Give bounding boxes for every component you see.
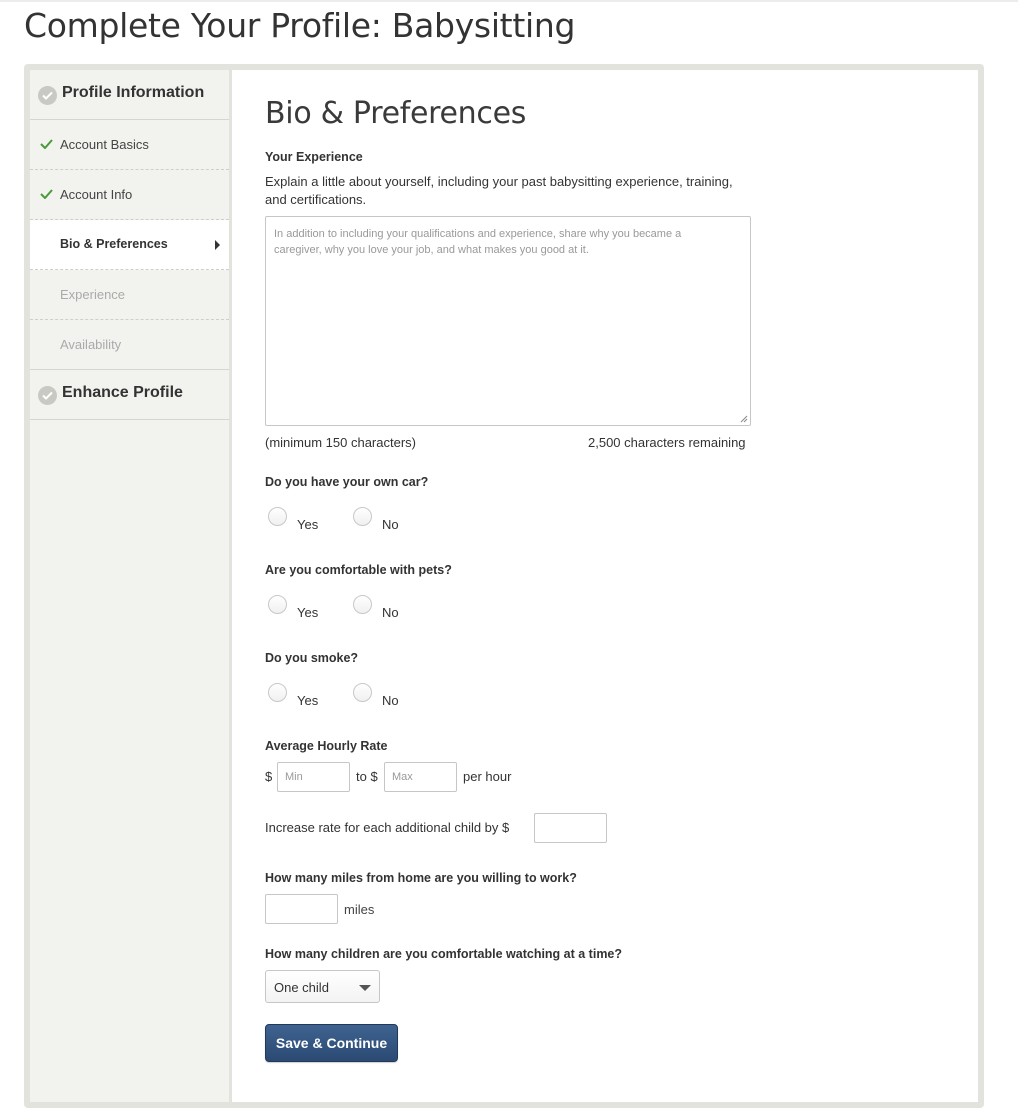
- experience-placeholder: In addition to including your qualifications and experience, share why you became a caregiver, why you love your job, and what makes you good at it.: [274, 228, 682, 256]
- car-no-radio[interactable]: [353, 507, 372, 526]
- minimum-characters-note: (minimum 150 characters): [265, 435, 416, 450]
- chevron-down-icon: [359, 985, 371, 991]
- pets-yes-radio[interactable]: [268, 595, 287, 614]
- sidebar-section-profile-information: [30, 70, 229, 120]
- additional-child-rate-label: Increase rate for each additional child by $: [265, 820, 510, 835]
- smoke-yes-label[interactable]: Yes: [297, 693, 319, 708]
- max-rate-placeholder: Max: [392, 771, 413, 783]
- car-no-label[interactable]: No: [382, 517, 399, 532]
- top-divider: [0, 0, 1018, 2]
- miles-input[interactable]: [265, 894, 338, 924]
- experience-label: Your Experience: [265, 150, 363, 164]
- max-rate-input[interactable]: [384, 762, 457, 792]
- sidebar-item-availability: [30, 320, 229, 370]
- children-count-value: One child: [274, 980, 329, 995]
- sidebar-item-bio-preferences[interactable]: [30, 220, 229, 270]
- main-form: [232, 70, 978, 1102]
- experience-textarea[interactable]: [265, 216, 751, 426]
- check-circle-icon: [38, 86, 57, 105]
- smoke-yes-radio[interactable]: [268, 683, 287, 702]
- experience-help-text: Explain a little about yourself, including your past babysitting experience, training, and certifications.: [265, 174, 733, 207]
- pets-no-label[interactable]: No: [382, 605, 399, 620]
- dollar-sign: $: [265, 769, 273, 784]
- sidebar-item-account-basics[interactable]: [30, 120, 229, 170]
- sidebar-item-label: Account Info: [60, 187, 133, 202]
- car-question: Do you have your own car?: [265, 475, 429, 489]
- sidebar: [30, 70, 229, 1102]
- page-title: Complete Your Profile: Babysitting: [24, 6, 576, 45]
- caret-right-icon: [215, 240, 220, 250]
- sidebar-item-label: Bio & Preferences: [60, 237, 168, 251]
- additional-child-rate-input[interactable]: [534, 813, 607, 843]
- sidebar-section-enhance-profile: [30, 370, 229, 420]
- pets-question: Are you comfortable with pets?: [265, 563, 452, 577]
- sidebar-item-label: Availability: [60, 337, 122, 352]
- smoke-question: Do you smoke?: [265, 651, 359, 665]
- section-title: Bio & Preferences: [265, 96, 527, 131]
- resize-grip-icon[interactable]: [740, 415, 748, 423]
- min-rate-input[interactable]: [277, 762, 350, 792]
- miles-question: How many miles from home are you willing to work?: [265, 871, 577, 885]
- sidebar-item-account-info[interactable]: [30, 170, 229, 220]
- check-circle-icon: [38, 386, 57, 405]
- characters-remaining: 2,500 characters remaining: [588, 435, 746, 450]
- sidebar-item-label: Experience: [60, 287, 126, 302]
- checkmark-icon: [40, 189, 53, 199]
- smoke-no-radio[interactable]: [353, 683, 372, 702]
- to-dollar-label: to $: [356, 769, 378, 784]
- pets-no-radio[interactable]: [353, 595, 372, 614]
- checkmark-icon: [40, 139, 53, 149]
- sidebar-section-label: Profile Information: [62, 84, 205, 101]
- smoke-no-label[interactable]: No: [382, 693, 399, 708]
- per-hour-label: per hour: [463, 769, 512, 784]
- sidebar-item-experience: [30, 270, 229, 320]
- miles-unit: miles: [344, 902, 375, 917]
- min-rate-placeholder: Min: [285, 771, 303, 783]
- pets-yes-label[interactable]: Yes: [297, 605, 319, 620]
- save-continue-button[interactable]: Save & Continue: [265, 1024, 398, 1062]
- sidebar-item-label: Account Basics: [60, 137, 149, 152]
- car-yes-label[interactable]: Yes: [297, 517, 319, 532]
- hourly-rate-label: Average Hourly Rate: [265, 739, 388, 753]
- car-yes-radio[interactable]: [268, 507, 287, 526]
- children-question: How many children are you comfortable watching at a time?: [265, 947, 623, 961]
- sidebar-section-label: Enhance Profile: [62, 384, 183, 401]
- children-count-select[interactable]: [265, 970, 380, 1003]
